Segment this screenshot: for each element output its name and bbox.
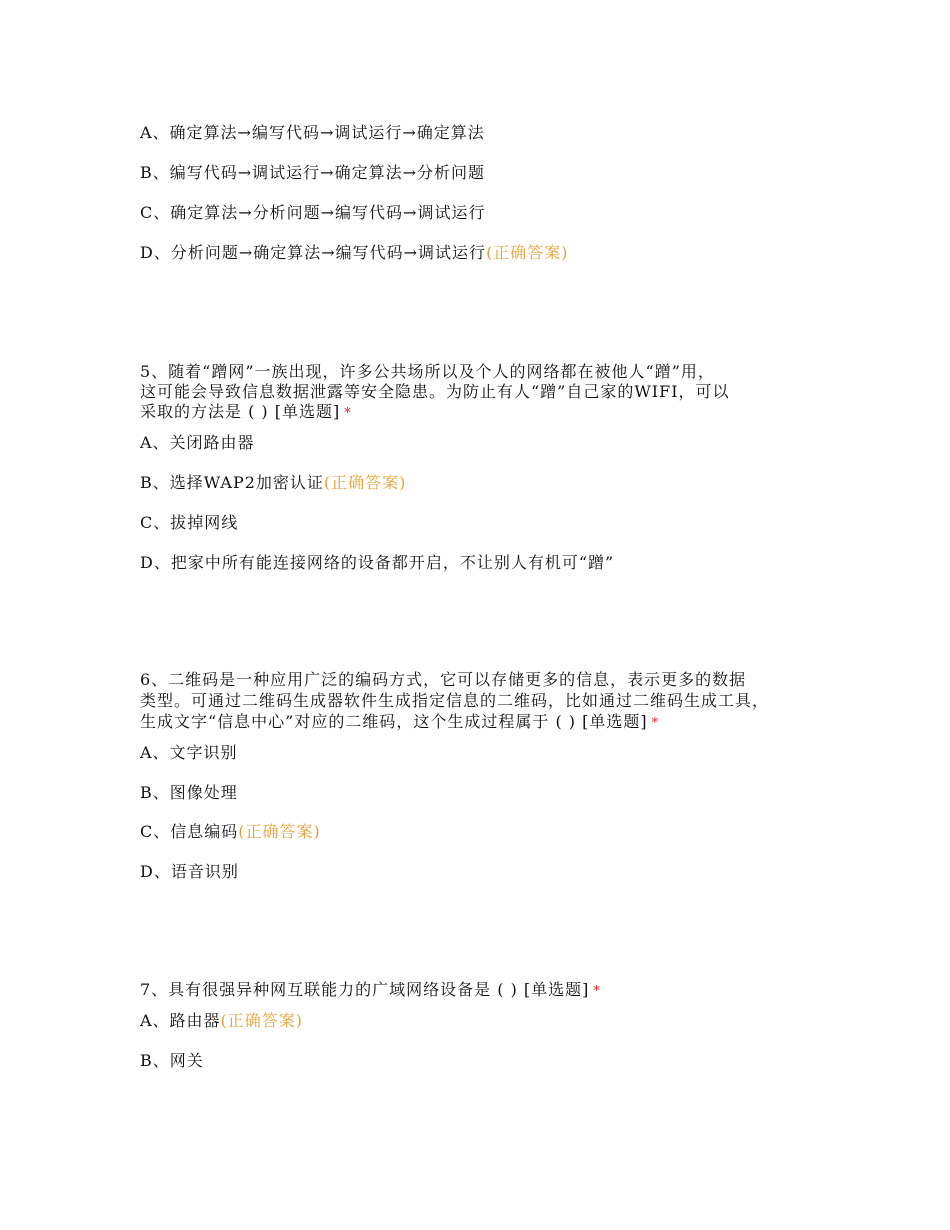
q5-option-a [140, 433, 255, 453]
q5-line-3 [140, 402, 352, 424]
correct-answer-tag: (正确答案) [486, 243, 569, 262]
option-text: A、路由器 [140, 1011, 221, 1030]
option-text: D、分析问题→确定算法→编写代码→调试运行 [140, 243, 487, 262]
option-text: B、编写代码→调试运行→确定算法→分析问题 [140, 163, 485, 182]
question-text: 6、二维码是一种应用广泛的编码方式，它可以存储更多的信息，表示更多的数据 [140, 670, 747, 689]
q7-option-b [140, 1051, 204, 1071]
question-text: 生成文字“信息中心”对应的二维码，这个生成过程属于 ( ) [单选题] [140, 712, 648, 731]
question-text: 7、具有很强异种网互联能力的广域网络设备是 ( ) [单选题] [140, 980, 590, 999]
question-text: 采取的方法是 ( ) [单选题] [140, 402, 341, 421]
correct-answer-tag: (正确答案) [238, 822, 321, 841]
q7-line-1 [140, 980, 601, 1002]
option-text: A、文字识别 [140, 743, 238, 762]
correct-answer-tag: (正确答案) [220, 1011, 304, 1030]
option-text: C、信息编码 [140, 822, 239, 841]
required-star: * [651, 716, 660, 731]
q4-option-b [140, 163, 485, 183]
required-star: * [344, 406, 352, 421]
q5-option-b [140, 473, 406, 493]
q4-option-c [140, 203, 485, 223]
option-text: A、关闭路由器 [140, 433, 255, 452]
q6-option-b [140, 783, 238, 803]
q7-option-a [140, 1011, 303, 1031]
q6-option-a [140, 743, 238, 763]
q6-line-1 [140, 670, 746, 690]
q6-line-3 [140, 712, 659, 734]
q6-option-d [140, 862, 239, 882]
option-text: B、选择WAP2加密认证 [140, 473, 324, 492]
question-text: 5、随着“蹭网”一族出现，许多公共场所以及个人的网络都在被他人“蹭”用， [140, 362, 715, 381]
option-text: D、把家中所有能连接网络的设备都开启，不让别人有机可“蹭” [140, 553, 615, 572]
q5-option-d [140, 553, 614, 573]
correct-answer-tag: (正确答案) [323, 473, 407, 492]
q6-option-c [140, 822, 321, 842]
required-star: * [593, 984, 601, 999]
q6-line-2 [140, 691, 769, 711]
option-text: C、拔掉网线 [140, 513, 239, 532]
option-text: A、确定算法→编写代码→调试运行→确定算法 [140, 123, 485, 142]
question-text: 类型。可通过二维码生成器软件生成指定信息的二维码，比如通过二维码生成工具， [140, 691, 770, 710]
option-text: B、网关 [140, 1051, 204, 1070]
question-text: 这可能会导致信息数据泄露等安全隐患。为防止有人“蹭”自己家的WIFI，可以 [140, 382, 730, 401]
option-text: D、语音识别 [140, 862, 239, 881]
q4-option-a [140, 123, 485, 143]
option-text: B、图像处理 [140, 783, 238, 802]
option-text: C、确定算法→分析问题→编写代码→调试运行 [140, 203, 486, 222]
q4-option-d [140, 243, 569, 263]
q5-line-1 [140, 362, 715, 382]
q5-option-c [140, 513, 238, 533]
q5-line-2 [140, 382, 730, 402]
